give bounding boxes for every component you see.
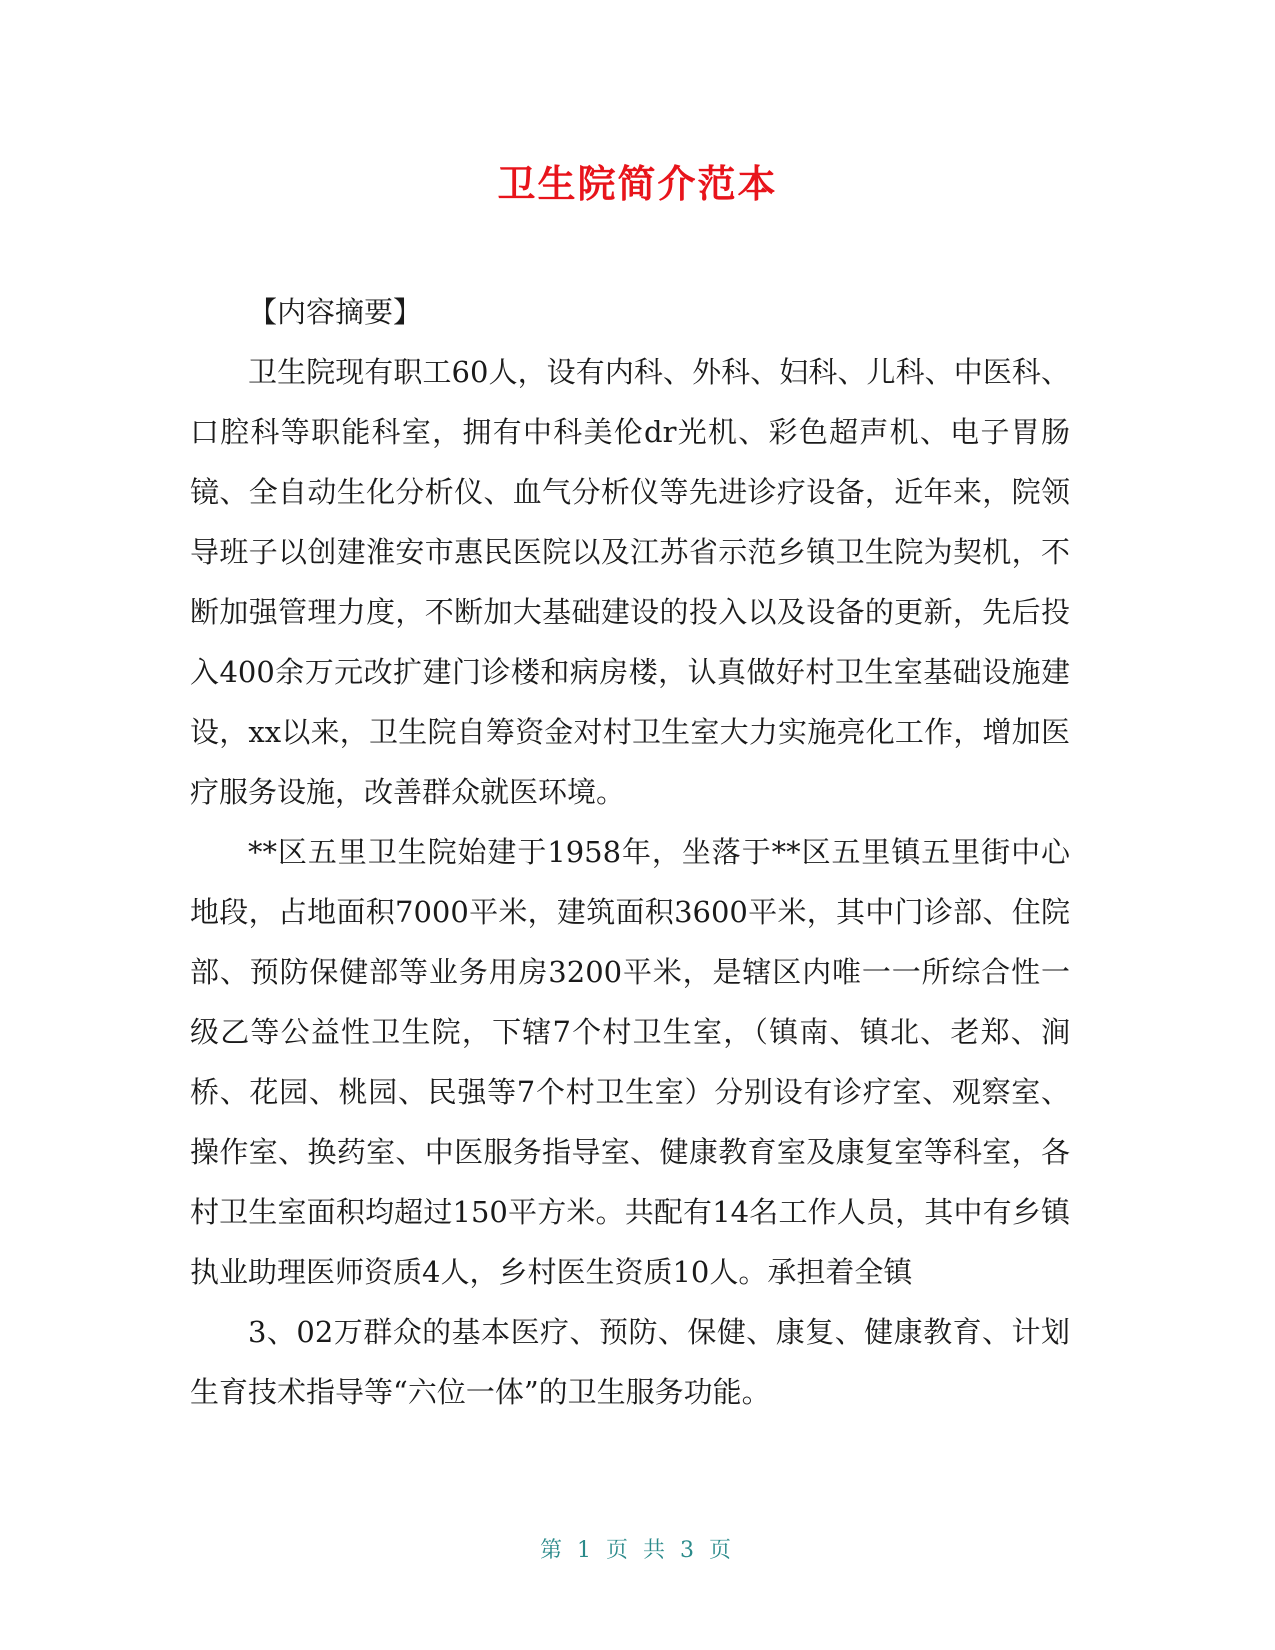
document-body <box>190 282 1070 1422</box>
paragraph-history-facilities: **区五里卫生院始建于1958年，坐落于**区五里镇五里街中心地段，占地面积7000平米，建筑面积3600平米，其中门诊部、住院部、预防保健部等业务用房3200平米，是辖区内唯一一所综合性一级乙等公益性卫生院，下辖7个村卫生室，（镇南、镇北、老郑、涧桥、花园、桃园、民强等7个村卫生室）分别设有诊疗室、观察室、操作室、换药室、中医服务指导室、健康教育室及康复室等科室，各村卫生室面积均超过150平方米。共配有14名工作人员，其中有乡镇执业助理医师资质4人，乡村医生资质10人。承担着全镇 <box>190 835 1070 1289</box>
summary-heading: 【内容摘要】 <box>248 295 423 329</box>
paragraph-services: 3、02万群众的基本医疗、预防、保健、康复、健康教育、计划生育技术指导等“六位一体”的卫生服务功能。 <box>190 1315 1070 1409</box>
paragraph-staff-equipment: 卫生院现有职工60人，设有内科、外科、妇科、儿科、中医科、口腔科等职能科室，拥有中科美伦dr光机、彩色超声机、电子胃肠镜、全自动生化分析仪、血气分析仪等先进诊疗设备，近年来，院领导班子以创建淮安市惠民医院以及江苏省示范乡镇卫生院为契机，不断加强管理力度，不断加大基础建设的投入以及设备的更新，先后投入400余万元改扩建门诊楼和病房楼，认真做好村卫生室基础设施建设，xx以来，卫生院自筹资金对村卫生室大力实施亮化工作，增加医疗服务设施，改善群众就医环境。 <box>190 355 1070 809</box>
document-title: 卫生院简介范本 <box>497 162 778 206</box>
page-footer: 第 1 页 共 3 页 <box>540 1538 735 1563</box>
